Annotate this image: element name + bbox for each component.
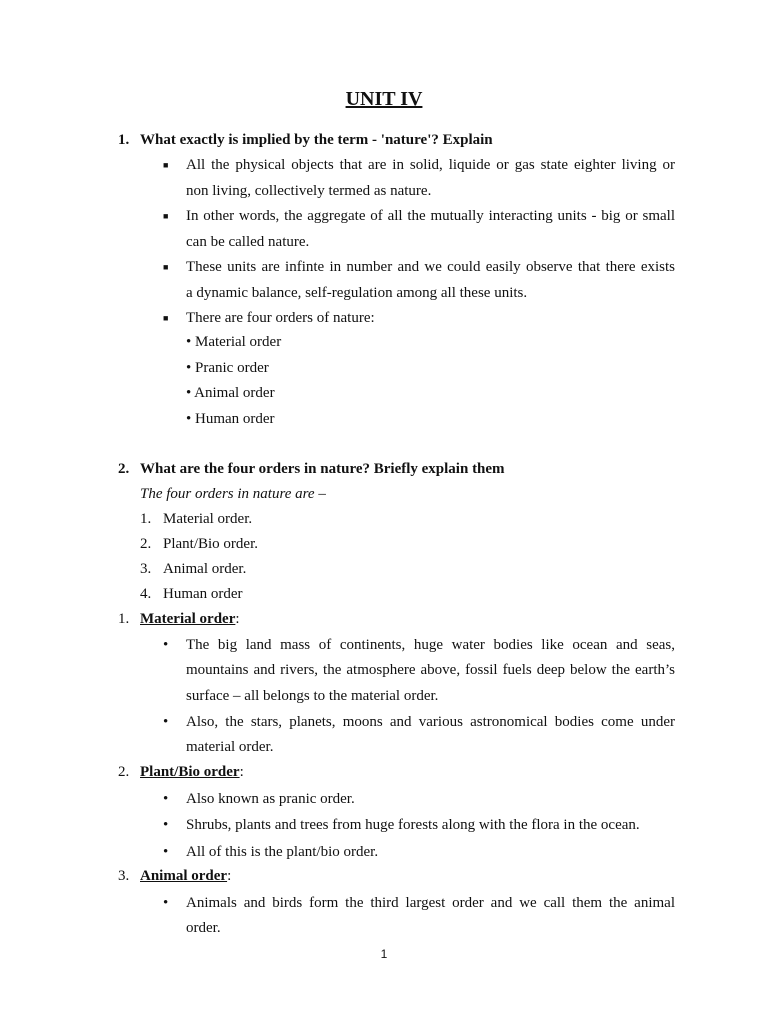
- square-bullet-icon: ■: [163, 313, 169, 323]
- round-bullet-icon: •: [163, 637, 169, 653]
- round-bullet-icon: •: [163, 817, 169, 833]
- material-bullet-1-line-3: surface – all belongs to the material order.: [186, 688, 439, 704]
- q2-number: 2.: [118, 461, 130, 477]
- q1-bullet-1-line-2: non living, collectively termed as nature.: [186, 183, 432, 199]
- page-number: 1: [380, 947, 388, 961]
- q1-bullet-3-line-2: a dynamic balance, self-regulation among all these units.: [186, 285, 528, 301]
- material-bullet-2-line-1: Also, the stars, planets, moons and various astronomical bodies come under: [186, 714, 675, 730]
- round-bullet-icon: •: [163, 844, 169, 860]
- square-bullet-icon: ■: [163, 211, 169, 221]
- q2-intro: The four orders in nature are –: [140, 486, 326, 502]
- section-heading-material: Material order:: [140, 611, 240, 627]
- square-bullet-icon: ■: [163, 262, 169, 272]
- material-bullet-1-line-2: mountains and rivers, the atmosphere above, fossil fuels deep below the earth’s: [186, 662, 675, 678]
- material-bullet-2-line-2: material order.: [186, 739, 274, 755]
- section-heading-animal: Animal order:: [140, 868, 232, 884]
- order-item-pranic: • Pranic order: [186, 360, 269, 376]
- q2-list-number: 1.: [140, 511, 152, 527]
- q2-list-item: Human order: [163, 586, 243, 602]
- q2-list-number: 4.: [140, 586, 152, 602]
- q2-list-number: 2.: [140, 536, 152, 552]
- round-bullet-icon: •: [163, 714, 169, 730]
- section-number: 1.: [118, 611, 130, 627]
- plant-bullet-1: Also known as pranic order.: [186, 791, 355, 807]
- animal-bullet-1-line-1: Animals and birds form the third largest order and we call them the animal: [186, 895, 675, 911]
- plant-bullet-3: All of this is the plant/bio order.: [186, 844, 379, 860]
- q2-list-number: 3.: [140, 561, 152, 577]
- q2-question: What are the four orders in nature? Briefly explain them: [140, 461, 505, 477]
- animal-bullet-1-line-2: order.: [186, 920, 221, 936]
- section-number: 2.: [118, 764, 130, 780]
- q1-bullet-1-line-1: All the physical objects that are in solid, liquide or gas state eighter living or: [186, 157, 675, 173]
- q1-bullet-3-line-1: These units are infinte in number and we could easily observe that there exists: [186, 259, 675, 275]
- round-bullet-icon: •: [163, 791, 169, 807]
- q1-question: What exactly is implied by the term - 'nature'? Explain: [140, 132, 493, 148]
- plant-bullet-2: Shrubs, plants and trees from huge forests along with the flora in the ocean.: [186, 817, 640, 833]
- unit-title: UNIT IV: [345, 88, 423, 110]
- order-item-animal: • Animal order: [186, 385, 275, 401]
- q2-list-item: Plant/Bio order.: [163, 536, 258, 552]
- q2-list-item: Animal order.: [163, 561, 247, 577]
- q1-bullet-2-line-2: can be called nature.: [186, 234, 310, 250]
- section-heading-plant: Plant/Bio order:: [140, 764, 244, 780]
- q1-number: 1.: [118, 132, 130, 148]
- section-number: 3.: [118, 868, 130, 884]
- square-bullet-icon: ■: [163, 160, 169, 170]
- order-item-material: • Material order: [186, 334, 282, 350]
- order-item-human: • Human order: [186, 411, 275, 427]
- q1-bullet-4: There are four orders of nature:: [186, 310, 375, 326]
- q1-bullet-2-line-1: In other words, the aggregate of all the mutually interacting units - big or small: [186, 208, 675, 224]
- material-bullet-1-line-1: The big land mass of continents, huge water bodies like ocean and seas,: [186, 637, 675, 653]
- round-bullet-icon: •: [163, 895, 169, 911]
- q2-list-item: Material order.: [163, 511, 253, 527]
